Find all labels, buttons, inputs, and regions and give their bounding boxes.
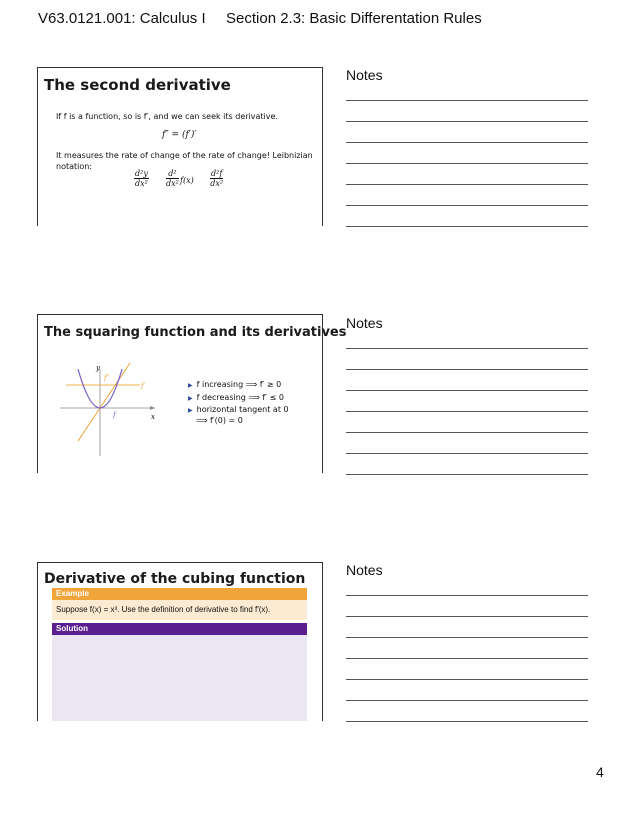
note-line — [346, 142, 588, 143]
note-line — [346, 390, 588, 391]
note-line — [346, 721, 588, 722]
note-line — [346, 637, 588, 638]
note-line — [346, 348, 588, 349]
note-line — [346, 616, 588, 617]
slide-text-line: It measures the rate of change of the rate of change! Leibnizian — [56, 151, 313, 160]
note-line — [346, 658, 588, 659]
bullet-item: ▶ horizontal tangent at 0 — [188, 405, 289, 414]
bullet-triangle-icon: ▶ — [188, 382, 193, 389]
note-line — [346, 121, 588, 122]
f-label: f — [113, 411, 116, 419]
bullet-continuation: ⟹ f′(0) = 0 — [196, 416, 243, 425]
note-line — [346, 453, 588, 454]
note-line — [346, 595, 588, 596]
slide-text-line: notation: — [56, 162, 93, 171]
note-line — [346, 432, 588, 433]
example-header: Example — [52, 588, 307, 600]
example-text: Suppose f(x) = x³. Use the definition of derivative to find f′(x). — [52, 600, 307, 620]
slide-second-derivative — [37, 67, 323, 226]
leibniz-fraction: $\frac{\text{d²y}}{\text{dx²}}$ — [135, 169, 148, 188]
note-line — [346, 226, 588, 227]
x-axis-label: x — [151, 413, 155, 421]
page-number: 4 — [596, 764, 604, 780]
leibniz-suffix: f(x) — [180, 176, 194, 185]
f-prime-label: f′ — [141, 382, 146, 390]
note-line — [346, 700, 588, 701]
note-line — [346, 100, 588, 101]
slide-title: Derivative of the cubing function — [44, 571, 306, 587]
x-axis-arrow — [150, 406, 155, 410]
leibniz-fraction: $\frac{\text{d²}}{\text{dx²}}$ — [166, 169, 179, 188]
solution-header: Solution — [52, 623, 307, 635]
slide-title: The second derivative — [44, 76, 231, 94]
slide-cubing-function — [37, 562, 323, 721]
slide-squaring-function — [37, 314, 347, 473]
f-double-prime-label: f″ — [104, 374, 110, 382]
note-line — [346, 184, 588, 185]
notes-label: Notes — [346, 315, 383, 331]
note-line — [346, 411, 588, 412]
bullet-item: ▶ f decreasing ⟹ f′ ≤ 0 — [188, 393, 284, 402]
bullet-triangle-icon: ▶ — [188, 407, 193, 414]
bullet-triangle-icon: ▶ — [188, 395, 193, 402]
leibniz-fraction: $\frac{\text{d²f}}{\text{dx²}}$ — [210, 169, 224, 188]
solution-area — [52, 635, 307, 721]
slide-title: The squaring function and its derivatives — [44, 325, 347, 340]
note-line — [346, 679, 588, 680]
note-line — [346, 369, 588, 370]
bullet-item: ▶ f increasing ⟹ f′ ≥ 0 — [188, 380, 282, 389]
note-line — [346, 474, 588, 475]
course-title: V63.0121.001: Calculus I — [38, 10, 206, 27]
note-line — [346, 163, 588, 164]
slide-intro: If f is a function, so is f′, and we can seek its derivative. — [56, 112, 278, 121]
note-line — [346, 205, 588, 206]
y-axis-label: y — [96, 364, 100, 372]
section-title: Section 2.3: Basic Differentation Rules — [226, 10, 482, 27]
notes-label: Notes — [346, 562, 383, 578]
notes-label: Notes — [346, 67, 383, 83]
squaring-graph — [60, 361, 170, 456]
second-derivative-formula: f″ = (f′)′ — [162, 130, 197, 140]
